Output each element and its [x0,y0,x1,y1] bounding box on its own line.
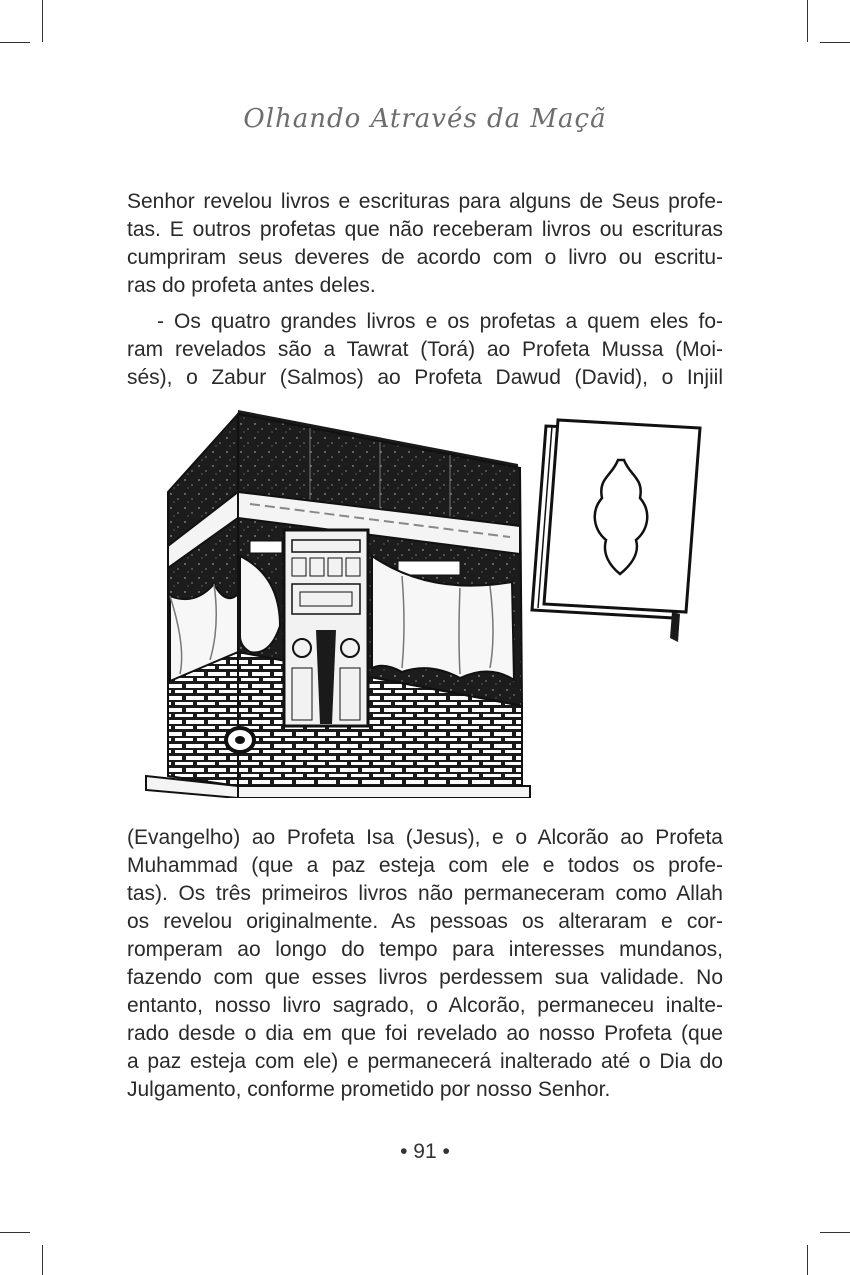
text-line: cumpriram seus deveres de acordo com o livro ou escritu- [127,246,723,269]
crop-mark [820,1232,850,1233]
kaaba-icon [146,410,530,798]
text-line: tas. E outros profetas que não receberam livros ou escrituras [127,218,723,241]
text-line: sés), o Zabur (Salmos) ao Profeta Dawud (David), o Injiil [127,366,723,389]
running-header: Olhando Através da Maçã [243,104,607,134]
illustration-svg [140,406,710,798]
text-line: romperam ao longo do tempo para interesses mundanos, [127,938,723,961]
text-line: a paz esteja com ele) e permanecerá inalterado até o Dia do [127,1050,723,1073]
illustration [140,406,710,798]
crop-mark [42,0,43,42]
crop-mark [807,0,808,42]
text-line: ras do profeta antes deles. [127,274,376,297]
text-line: tas). Os três primeiros livros não permaneceram como Allah [127,882,723,905]
text-line: ram revelados são a Tawrat (Torá) ao Profeta Mussa (Moi- [127,338,723,361]
text-line: (Evangelho) ao Profeta Isa (Jesus), e o Alcorão ao Profeta [127,826,723,849]
text-line: entanto, nosso livro sagrado, o Alcorão, permaneceu inalte- [127,994,723,1017]
quran-book-icon [532,420,700,642]
crop-mark [0,42,30,43]
text-line: Senhor revelou livros e escrituras para alguns de Seus profe- [127,190,723,213]
crop-mark [820,42,850,43]
text-line: rado desde o dia em que foi revelado ao nosso Profeta (que [127,1022,723,1045]
text-line: Julgamento, conforme prometido por nosso Senhor. [127,1078,611,1101]
crop-mark [807,1245,808,1275]
paragraph-1 [127,188,723,300]
page-number: • 91 • [400,1140,450,1163]
crop-mark [0,1232,30,1233]
crop-mark [42,1245,43,1275]
text-line: os revelou originalmente. As pessoas os alteraram e cor- [127,910,723,933]
text-line: - Os quatro grandes livros e os profetas a quem eles fo- [157,310,723,333]
paragraph-2 [127,308,723,392]
text-line: Muhammad (que a paz esteja com ele e todos os profe- [127,854,723,877]
text-line: fazendo com que esses livros perdessem sua validade. No [127,966,723,989]
paragraph-3 [127,824,723,1104]
